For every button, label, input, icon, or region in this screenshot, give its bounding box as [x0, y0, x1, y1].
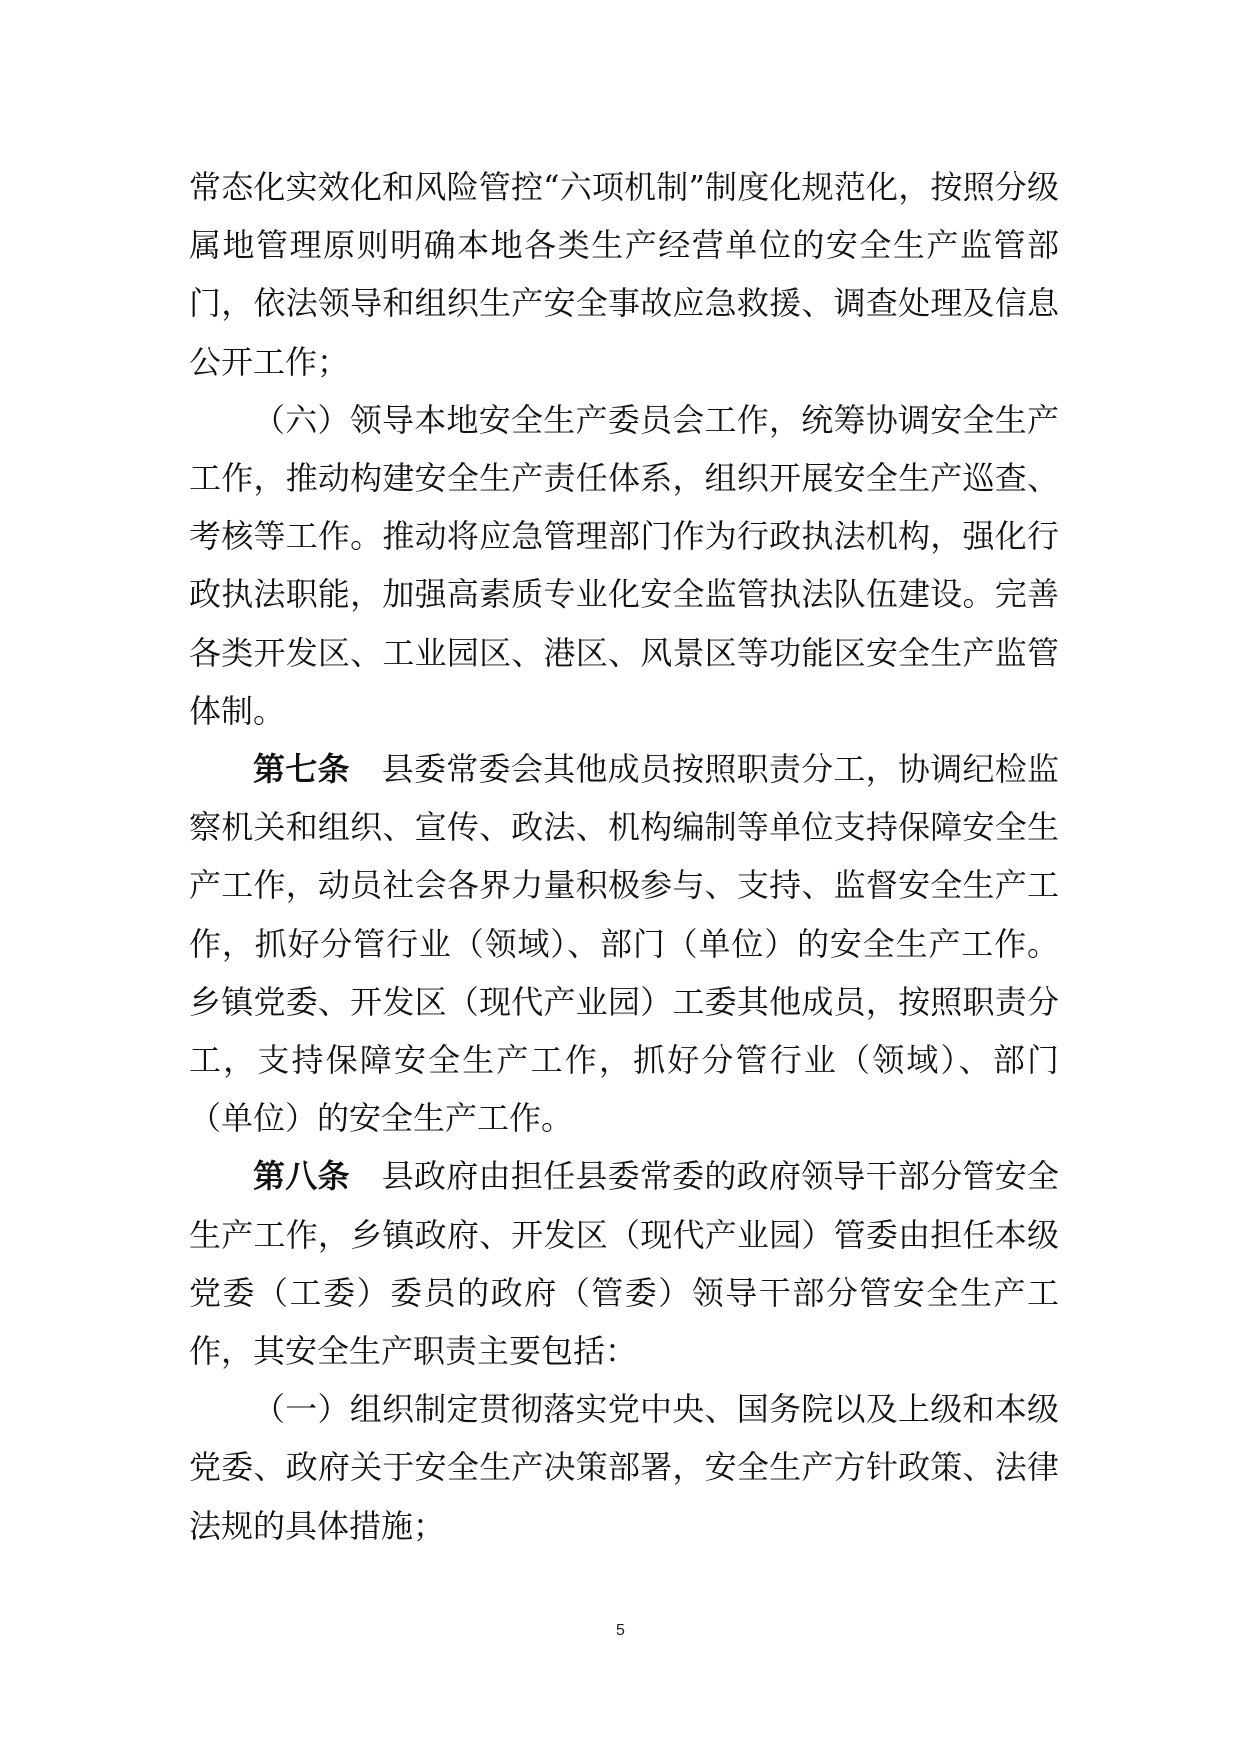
article-label: 第七条 [253, 750, 350, 789]
paragraph-continuation [189, 158, 1059, 391]
article-label: 第八条 [253, 1157, 350, 1196]
document-body [189, 158, 1059, 1555]
paragraph-text: 常态化实效化和风险管控“六项机制”制度化规范化，按照分级属地管理原则明确本地各类生产经营单位的安全生产监管部门，依法领导和组织生产安全事故应急救援、调查处理及信息公开工作； [189, 168, 1059, 381]
article-eight [189, 1147, 1059, 1380]
paragraph-text: 县委常委会其他成员按照职责分工，协调纪检监察机关和组织、宣传、政法、机构编制等单位支持保障安全生产工作，动员社会各界力量积极参与、支持、监督安全生产工作，抓好分管行业（领域）、部门（单位）的安全生产工作。乡镇党委、开发区（现代产业园）工委其他成员，按照职责分工，支持保障安全生产工作，抓好分管行业（领域）、部门（单位）的安全生产工作。 [189, 750, 1059, 1138]
article-seven [189, 740, 1059, 1147]
page-number: 5 [616, 1622, 625, 1639]
paragraph-text: （一）组织制定贯彻落实党中央、国务院以及上级和本级党委、政府关于安全生产决策部署，安全生产方针政策、法律法规的具体措施； [189, 1390, 1059, 1545]
paragraph-text: 县政府由担任县委常委的政府领导干部分管安全生产工作，乡镇政府、开发区（现代产业园）管委由担任本级党委（工委）委员的政府（管委）领导干部分管安全生产工作，其安全生产职责主要包括： [189, 1157, 1059, 1371]
paragraph-item-six [189, 391, 1059, 740]
paragraph-text: （六）领导本地安全生产委员会工作，统筹协调安全生产工作，推动构建安全生产责任体系，组织开展安全生产巡查、考核等工作。推动将应急管理部门作为行政执法机构，强化行政执法职能，加强高素质专业化安全监管执法队伍建设。完善各类开发区、工业园区、港区、风景区等功能区安全生产监管体制。 [189, 400, 1059, 730]
paragraph-item-one [189, 1380, 1059, 1555]
